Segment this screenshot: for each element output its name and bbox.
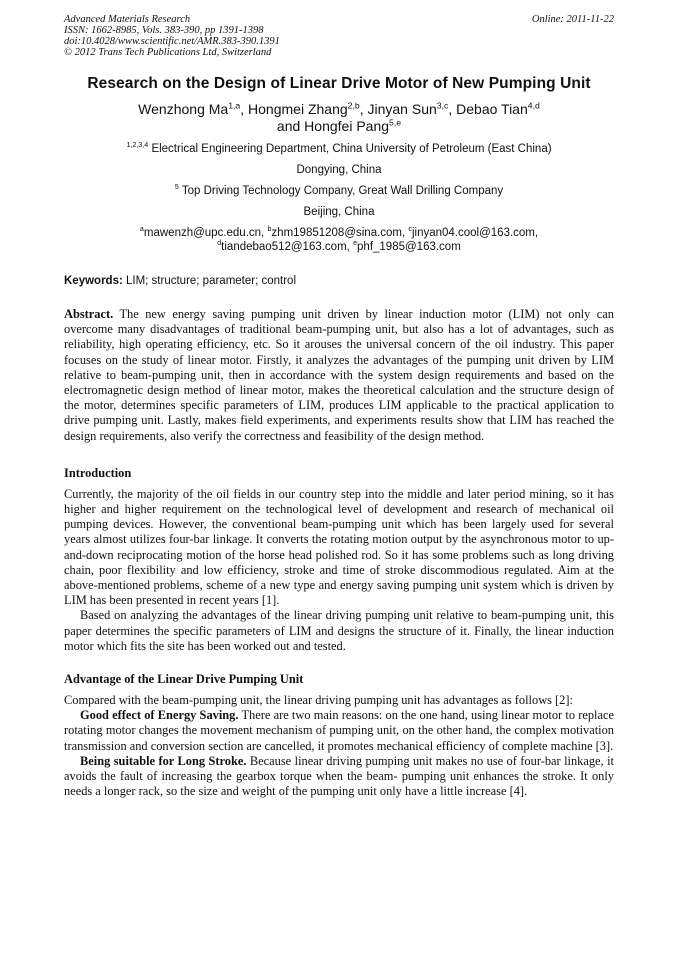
paragraph-label: Being suitable for Long Stroke. (80, 753, 247, 768)
affiliation-sup: 1,2,3,4 (126, 141, 149, 150)
email-sup: a (139, 225, 144, 234)
paragraph: Based on analyzing the advantages of the linear driving pumping unit relative to beam-pumping unit, this paper determines the specific parameters of LIM and designs the structure of it. Finally, the linear induction motor which fits the site has been worked out and tested. (64, 608, 614, 653)
abstract-label: Abstract. (64, 307, 114, 321)
affiliation-2-city: Beijing, China (303, 206, 375, 218)
paper-page (64, 14, 614, 799)
advantage-body (64, 693, 614, 799)
keywords-text: LIM; structure; parameter; control (126, 275, 297, 287)
paragraph-label: Good effect of Energy Saving. (80, 708, 239, 723)
abstract-text: The new energy saving pumping unit driven by linear induction motor (LIM) not only can overcome many disadvantages of traditional beam-pumping unit, but also has a lot of advantages, such as reliability, high operating efficiency, etc. So it arouses the universal concern of the oil industry. This paper focuses on the study of linear motor. Firstly, it analyzes the advantages of the pumping unit driven by LIM relative to beam-pumping unit, then in accordance with the system design requirements and based on the electromagnetic design method of linear motor, makes the theoretical calculation and the structure design of the motor, determines specific parameters of LIM, produces LIM applicable to the practical application to drive pumping unit. Lastly, makes field experiments, and experiments results show that LIM has reached the design requirements, also verify the correctness and feasibility of the design method. (64, 307, 614, 443)
author-name: Jinyan Sun (367, 101, 437, 117)
affiliation-sup: 5 (174, 183, 179, 192)
affiliation-1: Electrical Engineering Department, China University of Petroleum (East China) (151, 143, 552, 155)
email: phf_1985@163.com (357, 241, 461, 253)
author-list: Wenzhong Ma$^{1,a}$, Hongmei Zhang$^{2,b}$, Jinyan Sun$^{3,c}$, Debao Tian$^{4,d}$ and Hongfei Pang$^{5,e}$ (138, 100, 540, 134)
section-heading-advantage: Advantage of the Linear Drive Pumping Unit (64, 672, 304, 687)
paragraph-text: Because linear driving pumping unit makes no use of four-bar linkage, it avoids the fault of increasing the gearbox torque when the beam- pumping unit enhances the stroke. It only needs a longer rack, so the size and weight of the pumping unit only have a little increase [4]. (64, 753, 614, 799)
paper-title: Research on the Design of Linear Drive Motor of New Pumping Unit (87, 75, 591, 92)
keywords (64, 275, 614, 287)
author-name: Debao Tian (456, 101, 528, 117)
section-heading-introduction: Introduction (64, 465, 132, 480)
affiliation-1-city: Dongying, China (296, 164, 382, 176)
abstract (64, 307, 614, 444)
author-name: Hongfei Pang (304, 118, 390, 134)
keywords-label: Keywords: (64, 275, 123, 287)
author-sup: 4,d (527, 100, 540, 111)
copyright-line: © 2012 Trans Tech Publications Ltd, Switzerland (64, 47, 272, 58)
paragraph: Compared with the beam-pumping unit, the linear driving pumping unit has advantages as follows [2]: (64, 693, 573, 708)
paragraph (64, 708, 614, 754)
email: zhm19851208@sina.com, (271, 227, 406, 239)
paragraph-text: There are two main reasons: on the one hand, using linear motor to replace rotating motor changes the movement mechanism of pumping unit, on the other hand, the complex motivation transmission and conversion section are cancelled, it promotes mechanical efficiency of complete machine [3]. (64, 708, 614, 753)
author-sup: 1,a (228, 100, 241, 111)
email: jinyan04.cool@163.com, (411, 227, 539, 239)
email-sup: d (217, 239, 222, 248)
email: tiandebao512@163.com, (221, 241, 350, 253)
email: mawenzh@upc.edu.cn, (143, 227, 265, 239)
paragraph (64, 754, 614, 800)
author-sup: 5,e (389, 117, 402, 128)
affiliation-2: Top Driving Technology Company, Great Wall Drilling Company (181, 185, 504, 197)
author-sup: 2,b (347, 100, 360, 111)
author-name: Wenzhong Ma (138, 101, 229, 117)
journal-name: Advanced Materials Research (64, 14, 191, 25)
email-sup: b (267, 225, 272, 234)
introduction-body (64, 487, 614, 654)
journal-header (64, 14, 614, 58)
online-date: Online: 2011-11-22 (531, 14, 614, 25)
email-sup: e (353, 239, 358, 248)
email-sup: c (408, 225, 412, 234)
doi-line: doi:10.4028/www.scientific.net/AMR.383-390.1391 (64, 36, 280, 47)
affiliations (64, 142, 614, 219)
paragraph: Currently, the majority of the oil fields in our country step into the middle and later period mining, so it has higher and higher requirement on the technological level of development and research of mechanical oil pumping devices. However, the conventional beam-pumping unit which has been largely used for several years almost utilizes four-bar linkage. It converts the rotating motion output by the asynchronous motor to up-and-down reciprocating motion of the horse head polished rod. So it has some problems such as long driving chain, poor flexibility and low efficiency, stroke and time of stroke discommodious regulated. Aim at the above-mentioned problems, scheme of a new type and energy saving pumping unit system which is driven by LIM has been presented in recent years [1]. (64, 486, 614, 608)
author-conjunction: and (276, 118, 301, 134)
email-list (64, 226, 614, 254)
author-sup: 3,c (436, 100, 449, 111)
issn-line: ISSN: 1662-8985, Vols. 383-390, pp 1391-1398 (64, 25, 264, 36)
author-name: Hongmei Zhang (248, 101, 348, 117)
